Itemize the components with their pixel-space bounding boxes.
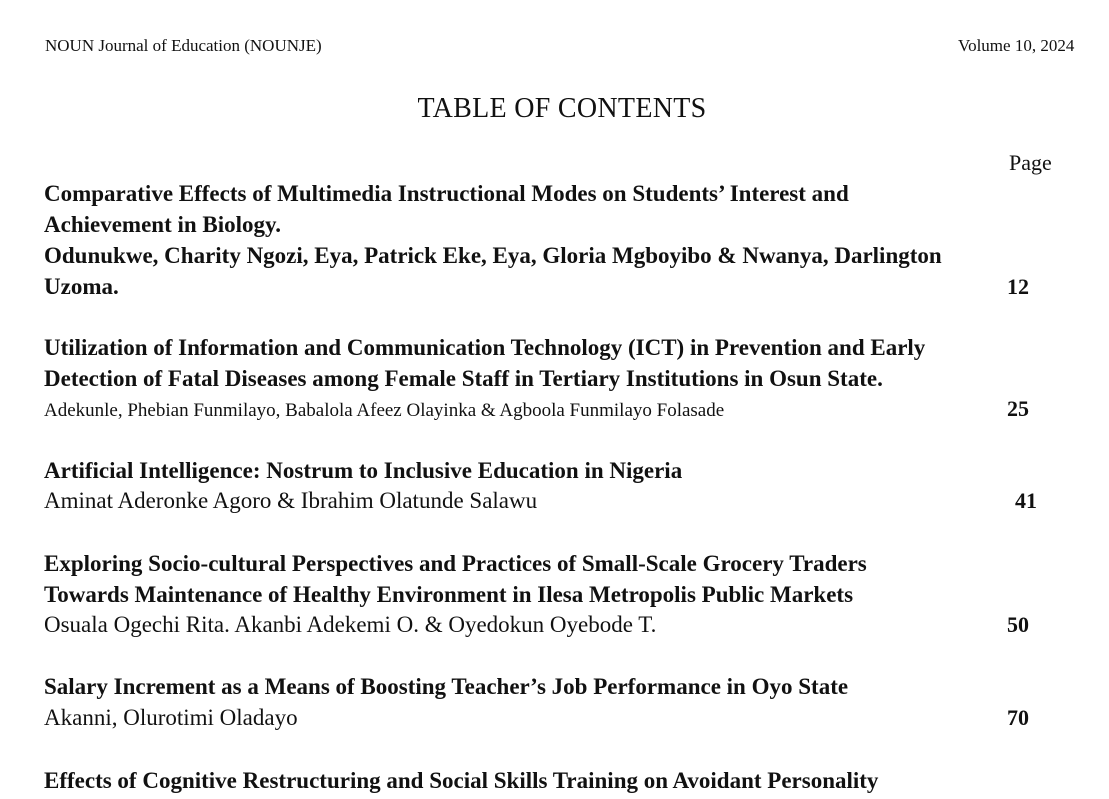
toc-entry-title: Utilization of Information and Communication Technology (ICT) in Prevention and Early: [44, 335, 926, 360]
page-title: TABLE OF CONTENTS: [417, 93, 707, 124]
toc-entry-title: Achievement in Biology.: [44, 212, 282, 237]
running-header-volume: Volume 10, 2024: [958, 36, 1075, 55]
toc-entry-page-number: 50: [1007, 612, 1029, 637]
toc-entry-page-number: 70: [1007, 705, 1029, 730]
toc-entry-title: Exploring Socio-cultural Perspectives and Practices of Small-Scale Grocery Traders: [44, 551, 867, 576]
toc-entry-title: Comparative Effects of Multimedia Instructional Modes on Students’ Interest and: [44, 181, 849, 206]
toc-entry-title: Towards Maintenance of Healthy Environment in Ilesa Metropolis Public Markets: [44, 582, 854, 607]
toc-entry-authors: Odunukwe, Charity Ngozi, Eya, Patrick Eke, Eya, Gloria Mgboyibo & Nwanya, Darlington: [44, 243, 942, 268]
toc-entry-page-number: 12: [1007, 274, 1029, 299]
toc-entry-title: Effects of Cognitive Restructuring and Social Skills Training on Avoidant Personality: [44, 768, 879, 793]
toc-entry-authors: Uzoma.: [44, 274, 119, 299]
toc-entry-authors: Adekunle, Phebian Funmilayo, Babalola Afeez Olayinka & Agboola Funmilayo Folasade: [44, 400, 725, 421]
toc-entry-title: Artificial Intelligence: Nostrum to Inclusive Education in Nigeria: [44, 458, 683, 483]
toc-entry-page-number: 41: [1015, 488, 1037, 513]
toc-entry-authors: Aminat Aderonke Agoro & Ibrahim Olatunde Salawu: [44, 488, 538, 513]
toc-entry-authors: Akanni, Olurotimi Oladayo: [44, 705, 298, 730]
running-header-journal: NOUN Journal of Education (NOUNJE): [45, 36, 322, 55]
page-column-label: Page: [1009, 150, 1052, 175]
toc-entry-title: Salary Increment as a Means of Boosting Teacher’s Job Performance in Oyo State: [44, 674, 849, 699]
toc-entry-authors: Osuala Ogechi Rita. Akanbi Adekemi O. & Oyedokun Oyebode T.: [44, 612, 657, 637]
toc-entry-page-number: 25: [1007, 396, 1029, 421]
toc-entry-title: Detection of Fatal Diseases among Female Staff in Tertiary Institutions in Osun State.: [44, 366, 883, 391]
